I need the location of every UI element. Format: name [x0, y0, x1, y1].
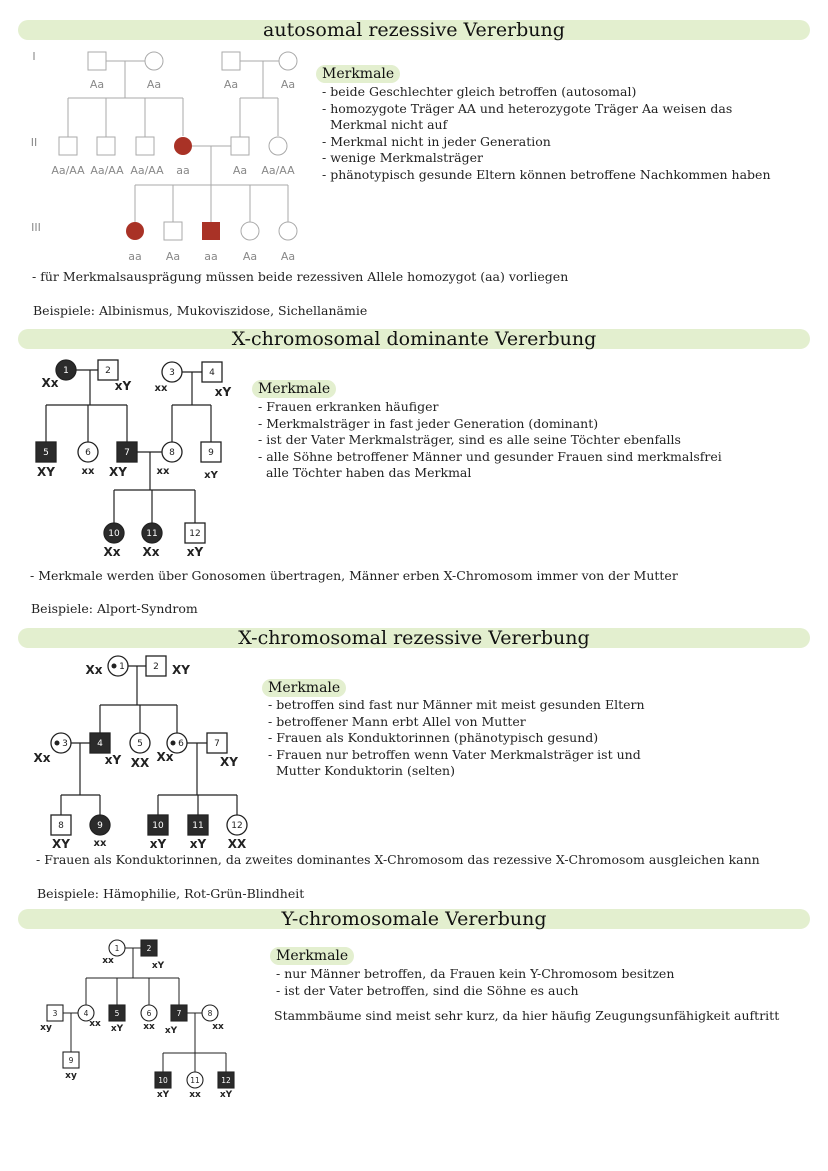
note: Stammbäume sind meist sehr kurz, da hier häufig Zeugungsunfähigkeit auftritt	[274, 1008, 780, 1023]
node-num: 2	[146, 944, 152, 953]
genotype: Xx	[41, 376, 59, 390]
genotype: aa	[204, 250, 218, 263]
section-title-autosomal: autosomal rezessive Vererbung	[18, 20, 810, 40]
genotype: Xx	[142, 545, 160, 559]
merkmal-item: - homozygote Träger AA und heterozygote Träger Aa weisen das	[322, 100, 733, 116]
genotype: aa	[128, 250, 142, 263]
genotype: xY	[186, 545, 204, 559]
section-title-x-dominant: X-chromosomal dominante Vererbung	[18, 329, 810, 349]
merkmal-item: - beide Geschlechter gleich betroffen (autosomal)	[322, 84, 637, 99]
node-num: 7	[214, 739, 220, 749]
genotype: xx	[189, 1090, 201, 1100]
node-num: 8	[207, 1009, 213, 1018]
node-num: 6	[146, 1009, 152, 1018]
merkmal-item: - betroffener Mann erbt Allel von Mutter	[268, 713, 526, 729]
merkmal-item: - alle Söhne betroffener Männer und gesunder Frauen sind merkmalsfrei	[258, 448, 722, 464]
node-num: 12	[221, 1076, 231, 1085]
node-num: 5	[43, 448, 49, 458]
node-num: 10	[152, 821, 164, 831]
genotype: XX	[130, 756, 150, 770]
genotype: XY	[220, 755, 238, 769]
affected-female-ii4	[174, 137, 192, 155]
merkmale-list	[276, 966, 674, 999]
merkmale-label: Merkmale	[270, 947, 354, 965]
genotype: Aa	[223, 78, 239, 91]
merkmal-item: Merkmal nicht auf	[322, 117, 448, 133]
genotype: XY	[109, 465, 127, 479]
genotype: XX	[227, 837, 247, 851]
merkmal-item: - Frauen als Konduktorinnen (phänotypisch gesund)	[268, 730, 599, 746]
genotype: xy	[40, 1023, 52, 1033]
genotype: Xx	[33, 751, 51, 765]
merkmal-item: alle Töchter haben das Merkmal	[258, 465, 472, 481]
merkmal-item: - Frauen nur betroffen wenn Vater Merkmalsträger ist und	[268, 746, 641, 762]
genotype: Aa	[280, 250, 296, 263]
genotype: xY	[104, 753, 122, 767]
node-num: 9	[68, 1056, 74, 1065]
genotype: xY	[219, 1090, 233, 1100]
node-num: 8	[169, 448, 175, 458]
node-num: 1	[63, 366, 69, 376]
genotype: xx	[102, 956, 114, 966]
merkmale-label: Merkmale	[252, 380, 336, 398]
genotype: xY	[149, 837, 167, 851]
genotype: Aa	[242, 250, 258, 263]
genotype: XY	[172, 663, 190, 677]
genotype: Aa/AA	[130, 164, 164, 177]
genotype: xx	[93, 838, 107, 849]
node-num: 2	[153, 662, 159, 672]
merkmale-list	[258, 399, 722, 482]
node-num: 4	[97, 739, 103, 749]
merkmale-label: Merkmale	[262, 679, 346, 697]
genotype: xY	[204, 470, 218, 481]
genotype: Aa	[146, 78, 162, 91]
genotype: aa	[176, 164, 190, 177]
merkmal-item: - Merkmalsträger in fast jeder Generation (dominant)	[258, 415, 599, 431]
node-num: 3	[169, 368, 175, 378]
beispiele: Beispiele: Albinismus, Mukoviszidose, Sichellanämie	[33, 303, 368, 318]
node-num: 11	[146, 529, 158, 539]
genotype: xY	[151, 961, 165, 971]
node-num: 6	[178, 739, 184, 749]
genotype: xx	[156, 466, 170, 477]
genotype: xx	[143, 1022, 155, 1032]
section-title-y-chromosomal: Y-chromosomale Vererbung	[18, 909, 810, 929]
genotype: xx	[154, 383, 168, 394]
genotype: Aa	[232, 164, 248, 177]
node-num: 7	[176, 1009, 182, 1018]
genotype: xY	[164, 1026, 178, 1036]
genotype: Xx	[156, 750, 174, 764]
genotype: Xx	[103, 545, 121, 559]
genotype: xY	[156, 1090, 170, 1100]
merkmal-item: - phänotypisch gesunde Eltern können betroffene Nachkommen haben	[322, 166, 771, 182]
genotype: xY	[189, 837, 207, 851]
node-num: 10	[158, 1076, 168, 1085]
pedigree-x-rezessiv	[0, 650, 260, 855]
genotype: xY	[110, 1024, 124, 1034]
gen-label: II	[30, 136, 38, 149]
genotype: xY	[114, 379, 132, 393]
genotype: xx	[81, 466, 95, 477]
genotype: xY	[214, 385, 232, 399]
genotype: xx	[89, 1019, 101, 1029]
merkmal-item: - Frauen erkranken häufiger	[258, 399, 439, 414]
merkmale-list	[268, 697, 645, 780]
node-num: 4	[83, 1009, 89, 1018]
merkmal-item: - nur Männer betroffen, da Frauen kein Y-Chromosom besitzen	[276, 966, 675, 981]
node-num: 4	[209, 368, 215, 378]
genotype: xy	[65, 1071, 77, 1081]
node-num: 11	[192, 821, 204, 831]
beispiele: Beispiele: Alport-Syndrom	[31, 601, 198, 616]
genotype: Aa/AA	[261, 164, 295, 177]
genotype: Xx	[85, 663, 103, 677]
node-num: 12	[189, 529, 201, 539]
node-num: 10	[108, 529, 120, 539]
affected-male-iii3	[202, 222, 220, 240]
merkmal-item: - wenige Merkmalsträger	[322, 150, 484, 166]
gen-label: III	[31, 221, 41, 234]
pedigree-autosomal	[0, 40, 320, 272]
merkmal-item: - betroffen sind fast nur Männer mit meist gesunden Eltern	[268, 697, 645, 712]
pedigree-y-chromosomal	[0, 930, 260, 1105]
section-title-x-rezessiv: X-chromosomal rezessive Vererbung	[18, 628, 810, 648]
node-num: 9	[208, 448, 214, 458]
node-num: 7	[124, 448, 130, 458]
affected-female-iii1	[126, 222, 144, 240]
beispiele: Beispiele: Hämophilie, Rot-Grün-Blindheit	[37, 886, 305, 901]
note: - Merkmale werden über Gonosomen übertragen, Männer erben X-Chromosom immer von der Mutter	[30, 568, 678, 583]
node-num: 6	[85, 448, 91, 458]
genotype: XY	[37, 465, 55, 479]
merkmal-item: - ist der Vater betroffen, sind die Söhne es auch	[276, 982, 579, 998]
genotype: Aa	[165, 250, 181, 263]
genotype: Aa/AA	[51, 164, 85, 177]
genotype: xx	[212, 1022, 224, 1032]
node-num: 3	[52, 1009, 58, 1018]
node-num: 9	[97, 821, 103, 831]
pedigree-x-dominant	[0, 350, 250, 565]
node-num: 8	[58, 821, 64, 831]
note: - Frauen als Konduktorinnen, da zweites dominantes X-Chromosom das rezessive X-Chromosom ausgleichen kann	[36, 852, 760, 867]
node-num: 5	[137, 739, 143, 749]
merkmal-item: Mutter Konduktorin (selten)	[268, 763, 455, 779]
node-num: 12	[231, 821, 243, 831]
merkmal-item: - ist der Vater Merkmalsträger, sind es alle seine Töchter ebenfalls	[258, 432, 681, 448]
node-num: 3	[62, 739, 68, 749]
merkmale-label: Merkmale	[316, 65, 400, 83]
genotype: XY	[52, 837, 70, 851]
merkmale-list	[322, 84, 771, 184]
genotype: Aa	[280, 78, 296, 91]
node-num: 11	[190, 1076, 200, 1085]
genotype: Aa/AA	[90, 164, 124, 177]
node-num: 5	[114, 1009, 120, 1018]
node-num: 1	[119, 662, 125, 672]
merkmal-item: - Merkmal nicht in jeder Generation	[322, 133, 551, 149]
node-num: 1	[114, 944, 120, 953]
gen-label: I	[32, 50, 36, 63]
genotype: Aa	[89, 78, 105, 91]
note: - für Merkmalsausprägung müssen beide rezessiven Allele homozygot (aa) vorliegen	[32, 269, 569, 284]
node-num: 2	[105, 366, 111, 376]
